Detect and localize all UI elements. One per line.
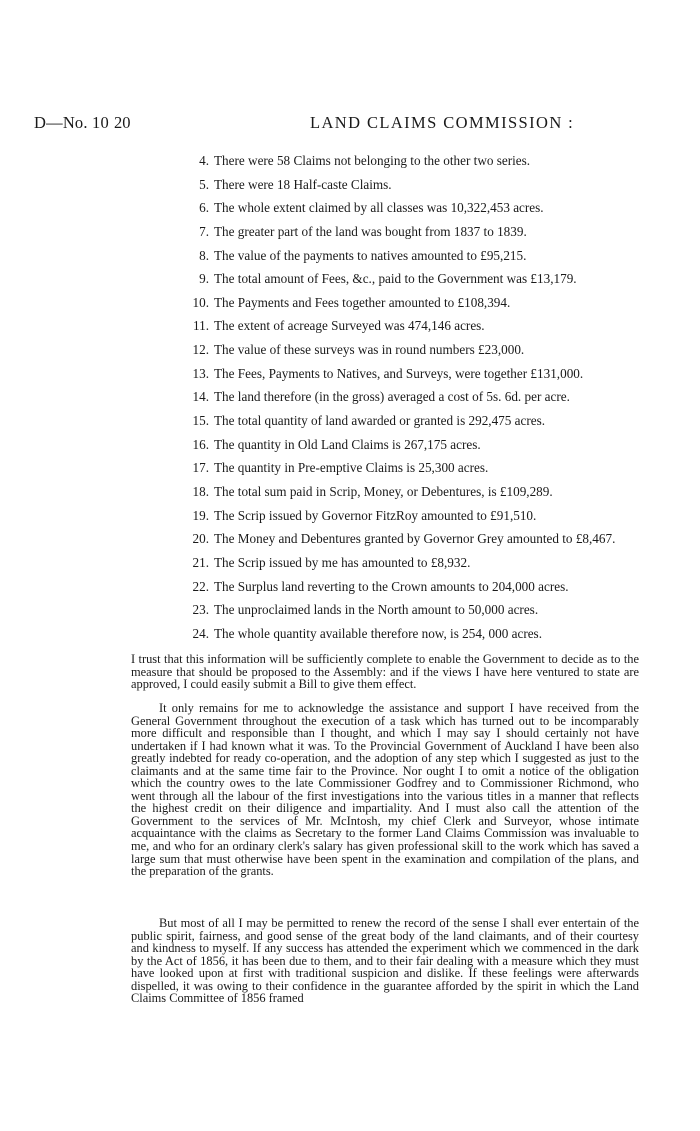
item-number: 19. bbox=[192, 507, 209, 523]
item-text: The quantity in Pre-emptive Claims is 25,300 acres. bbox=[214, 460, 489, 476]
page-header bbox=[0, 113, 700, 135]
item-text: There were 58 Claims not belonging to the other two series. bbox=[214, 153, 531, 168]
item-text: The greater part of the land was bought from 1837 to 1839. bbox=[214, 223, 527, 239]
item-text: The value of the payments to natives amounted to £95,215. bbox=[214, 247, 527, 263]
item-text: The unproclaimed lands in the North amount to 50,000 acres. bbox=[214, 602, 539, 618]
item-text: The land therefore (in the gross) averaged a cost of 5s. 6d. per acre. bbox=[214, 389, 570, 405]
list-item bbox=[0, 527, 700, 551]
item-number: 4. bbox=[199, 153, 209, 168]
item-text: The Payments and Fees together amounted to £108,394. bbox=[214, 294, 511, 310]
list-item bbox=[0, 338, 700, 362]
item-text: The total sum paid in Scrip, Money, or Debentures, is £109,289. bbox=[214, 483, 553, 499]
item-text: The value of these surveys was in round numbers £23,000. bbox=[214, 342, 525, 358]
list-item bbox=[0, 551, 700, 575]
item-number: 11. bbox=[193, 318, 209, 334]
item-number: 13. bbox=[192, 365, 209, 381]
item-text: The total quantity of land awarded or granted is 292,475 acres. bbox=[214, 413, 546, 429]
list-item bbox=[0, 598, 700, 622]
page-number: 20 bbox=[114, 113, 131, 132]
item-number: 21. bbox=[192, 554, 209, 570]
list-item bbox=[0, 220, 700, 244]
item-text: The extent of acreage Surveyed was 474,146 acres. bbox=[214, 318, 485, 334]
item-number: 12. bbox=[192, 342, 209, 358]
list-item bbox=[0, 575, 700, 599]
item-number: 17. bbox=[192, 460, 209, 476]
list-item bbox=[0, 409, 700, 433]
item-number: 23. bbox=[192, 602, 209, 618]
list-item bbox=[0, 480, 700, 504]
list-item bbox=[0, 244, 700, 268]
item-text: The Surplus land reverting to the Crown amounts to 204,000 acres. bbox=[214, 578, 569, 594]
item-text: The Fees, Payments to Natives, and Surveys, were together £131,000. bbox=[214, 365, 584, 381]
item-number: 22. bbox=[192, 578, 209, 594]
item-text: The Money and Debentures granted by Governor Grey amounted to £8,467. bbox=[214, 531, 616, 547]
document-code: D—No. 10 bbox=[34, 113, 109, 132]
paragraph-acknowledgements: It only remains for me to acknowledge the assistance and support I have received from the General Government throughout the execution of a task which has turned out to be incomparably more difficult and responsible than I thought, and which I may say I should certainly not have undertaken if I had known what it was. To the Provincial Government of Auckland I have been also greatly indebted for ready co-operation, and the adoption of any step which I suggested as just to the claimants and at the same time fair to the Province. Nor ought I to omit a notice of the obligation which the country owes to the late Commissioner Godfrey and to Commissioner Richmond, who went through all the labour of the first investigations into the various titles in a manner that reflects the highest credit on their diligence and impartiality. And I must also call the attention of the Government to the services of Mr. McIntosh, my chief Clerk and Surveyor, whose intimate acquaintance with the claims as Secretary to the former Land Claims Commission was invaluable to me, and who for an ordinary clerk's salary has given professional skill to the work which has saved a large sum that must otherwise have been spent in the examination and compilation of the plans, and the preparation of the grants. bbox=[131, 701, 639, 879]
list-item bbox=[0, 314, 700, 338]
item-number: 7. bbox=[199, 223, 209, 239]
item-number: 16. bbox=[192, 436, 209, 452]
item-text: The Scrip issued by me has amounted to £8,932. bbox=[214, 554, 471, 570]
list-item bbox=[0, 385, 700, 409]
list-item bbox=[0, 433, 700, 457]
paragraph-information: I trust that this information will be sufficiently complete to enable the Government to decide as to the measure that should be proposed to the Assembly: and if the views I have here ventured to state are approved, I could easily submit a Bill to give them effect. bbox=[131, 652, 639, 692]
item-text: The whole extent claimed by all classes was 10,322,453 acres. bbox=[214, 200, 544, 216]
item-text: There were 18 Half-caste Claims. bbox=[214, 176, 392, 192]
item-text: The Scrip issued by Governor FitzRoy amounted to £91,510. bbox=[214, 507, 537, 523]
item-number: 20. bbox=[192, 531, 209, 547]
item-number: 24. bbox=[192, 625, 209, 641]
item-number: 18. bbox=[192, 483, 209, 499]
list-item bbox=[0, 149, 700, 173]
summary-list bbox=[0, 149, 700, 645]
item-text: The whole quantity available therefore now, is 254, 000 acres. bbox=[214, 625, 542, 641]
list-item bbox=[0, 291, 700, 315]
item-number: 14. bbox=[192, 389, 209, 405]
page-title: LAND CLAIMS COMMISSION : bbox=[310, 113, 575, 132]
item-number: 5. bbox=[199, 176, 209, 192]
item-text: The total amount of Fees, &c., paid to the Government was £13,179. bbox=[214, 271, 577, 287]
item-number: 9. bbox=[199, 271, 209, 287]
list-item bbox=[0, 196, 700, 220]
item-number: 8. bbox=[199, 247, 209, 263]
list-item bbox=[0, 456, 700, 480]
item-number: 10. bbox=[192, 294, 209, 310]
list-item bbox=[0, 267, 700, 291]
paragraph-claimants: But most of all I may be permitted to renew the record of the sense I shall ever entertain of the public spirit, fairness, and good sense of the great body of the land claimants, and of their courtesy and kindness to myself. If any success has attended the experiment which we commenced in the dark by the Act of 1856, it has been due to them, and to their fair dealing with a measure which they must have looked upon at first with traditional suspicion and dislike. If these feelings were afterwards dispelled, it was owing to their confidence in the guarantee afforded by the spirit in which the Land Claims Committee of 1856 framed bbox=[131, 916, 639, 1006]
item-text: The quantity in Old Land Claims is 267,175 acres. bbox=[214, 436, 481, 452]
list-item bbox=[0, 622, 700, 646]
list-item bbox=[0, 173, 700, 197]
list-item bbox=[0, 362, 700, 386]
list-item bbox=[0, 504, 700, 528]
item-number: 6. bbox=[199, 200, 209, 216]
item-number: 15. bbox=[192, 413, 209, 429]
